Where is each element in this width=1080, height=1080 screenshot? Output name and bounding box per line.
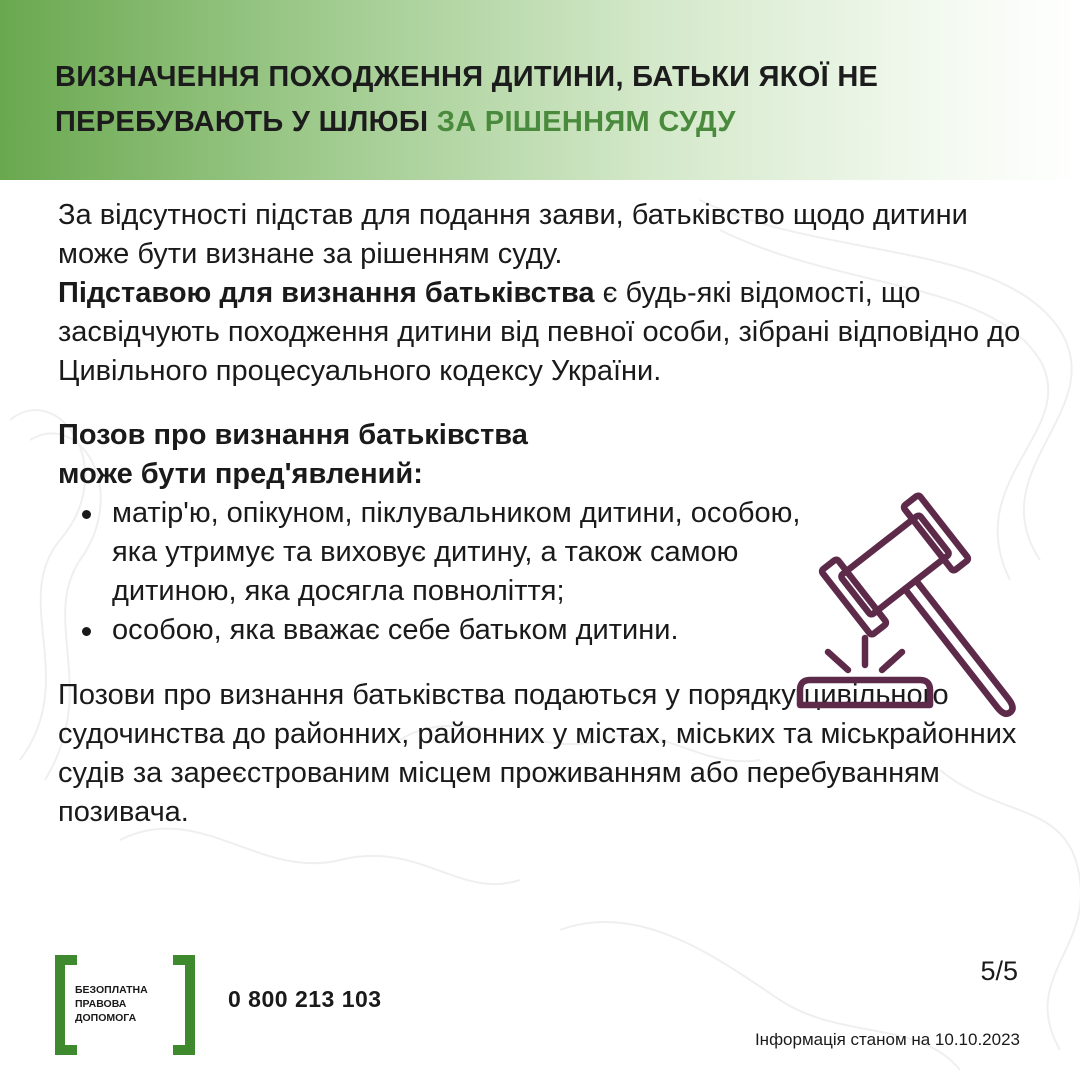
info-date: Інформація станом на 10.10.2023	[754, 1030, 1020, 1049]
claim-heading-line2: може бути пред'явлений:	[58, 458, 423, 490]
final-paragraph: Позови про визнання батьківства подаються у порядку цивільного судочинства до районних, районних у містах, міських та міськрайонних судів за зареєстрованим місцем проживанням або перебуванням позивача.	[58, 679, 1017, 828]
list-item-text: матір'ю, опікуном, піклувальником дитини, особою, яка утримує та виховує дитину, а також самою дитиною, яка досягла повноліття;	[112, 497, 801, 607]
claimant-list	[58, 494, 802, 650]
bullet-icon	[82, 510, 91, 519]
intro-text-2: є будь-які відомості, що засвідчують походження дитини від певної особи, зібрані відповідно до Цивільного процесуального кодексу України.	[58, 277, 1021, 387]
logo-line3: ДОПОМОГА	[75, 1012, 137, 1024]
list-item	[112, 611, 802, 650]
list-item	[112, 494, 802, 611]
intro-paragraph	[58, 196, 1028, 391]
logo	[55, 955, 195, 1055]
hotline-phone[interactable]: 0 800 213 103	[228, 986, 382, 1012]
logo-line1: БЕЗОПЛАТНА	[75, 984, 148, 996]
page-number: 5/5	[980, 956, 1018, 986]
logo-line2: ПРАВОВА	[75, 998, 127, 1010]
logo-text	[75, 983, 185, 1025]
list-item-text: особою, яка вважає себе батьком дитини.	[112, 614, 679, 646]
header-banner	[0, 0, 1080, 180]
page-title	[55, 55, 1035, 145]
intro-text-1: За відсутності підстав для подання заяви, батьківство щодо дитини може бути визнане за рішенням суду.	[58, 199, 968, 270]
gavel-icon	[770, 490, 1050, 750]
intro-bold-text: Підставою для визнання батьківства	[58, 277, 595, 309]
title-accent: ЗА РІШЕННЯМ СУДУ	[436, 106, 736, 138]
title-main: ВИЗНАЧЕННЯ ПОХОДЖЕННЯ ДИТИНИ, БАТЬКИ ЯКОЇ НЕ ПЕРЕБУВАЮТЬ У ШЛЮБІ	[55, 61, 879, 138]
claim-heading-line1: Позов про визнання батьківства	[58, 419, 528, 451]
bullet-icon	[82, 627, 91, 636]
